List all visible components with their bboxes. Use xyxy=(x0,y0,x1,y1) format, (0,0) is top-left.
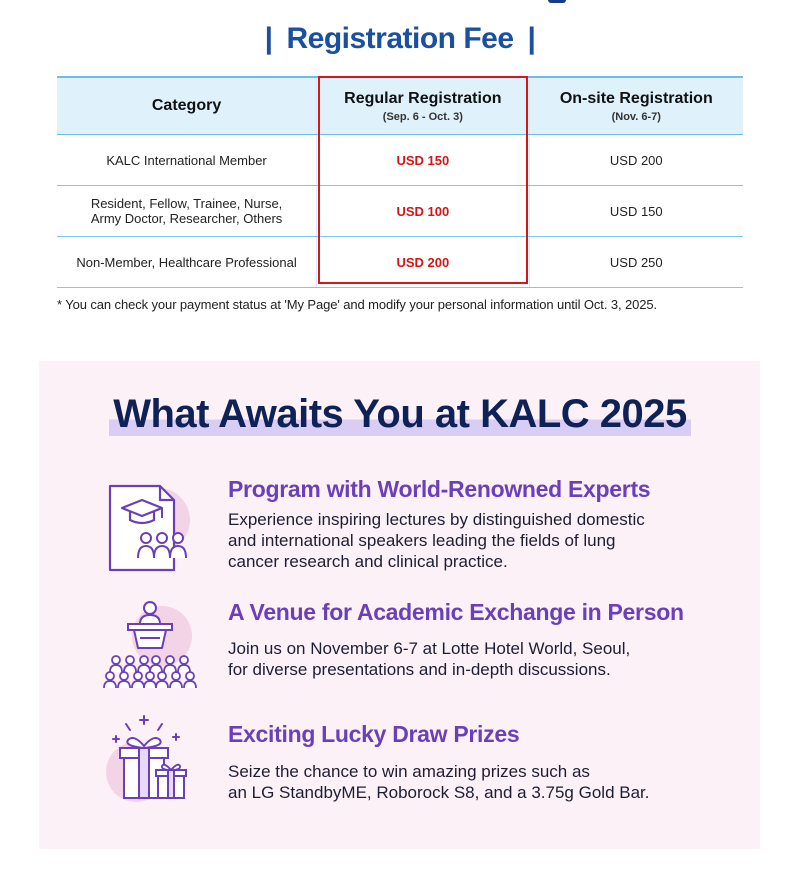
what-awaits-title: What Awaits You at KALC 2025 xyxy=(0,392,800,437)
registration-fee-title xyxy=(0,22,800,56)
feature-description: Experience inspiring lectures by distinguished domestic and international speakers leading the fields of lung cancer research and clinical practice. xyxy=(228,510,645,571)
gift-prize-icon xyxy=(100,710,200,810)
header-category: Category xyxy=(57,77,317,135)
table-row xyxy=(57,237,743,288)
feature-description: Seize the chance to win amazing prizes such as an LG StandbyME, Roborock S8, and a 3.75g Gold Bar. xyxy=(228,762,650,802)
lecture-program-icon xyxy=(100,478,200,578)
table-header-row xyxy=(57,77,743,135)
title-bar-left: | xyxy=(264,22,273,55)
registration-fee-title-text: Registration Fee xyxy=(286,22,514,55)
cell-category: Non-Member, Healthcare Professional xyxy=(57,237,317,288)
feature-title: Exciting Lucky Draw Prizes xyxy=(228,721,520,747)
cell-category: Resident, Fellow, Trainee, Nurse, Army Doctor, Researcher, Others xyxy=(57,186,317,237)
cell-regular-price: USD 100 xyxy=(317,186,529,237)
cell-onsite-price: USD 200 xyxy=(529,135,743,186)
cell-category: KALC International Member xyxy=(57,135,317,186)
feature-title: A Venue for Academic Exchange in Person xyxy=(228,599,684,625)
header-regular-registration: Regular Registration (Sep. 6 - Oct. 3) xyxy=(317,77,529,135)
feature-title: Program with World-Renowned Experts xyxy=(228,476,651,502)
table-row xyxy=(57,186,743,237)
cell-regular-price: USD 150 xyxy=(317,135,529,186)
decorative-sliver xyxy=(548,0,566,3)
header-onsite-registration: On-site Registration (Nov. 6-7) xyxy=(529,77,743,135)
cell-onsite-price: USD 150 xyxy=(529,186,743,237)
table-row xyxy=(57,135,743,186)
feature-description: Join us on November 6-7 at Lotte Hotel World, Seoul, for diverse presentations and in-depth discussions. xyxy=(228,639,631,679)
registration-fee-table xyxy=(57,76,743,288)
title-bar-right: | xyxy=(527,22,536,55)
cell-onsite-price: USD 250 xyxy=(529,237,743,288)
payment-status-note: * You can check your payment status at 'My Page' and modify your personal information until Oct. 3, 2025. xyxy=(57,297,658,312)
conference-audience-icon xyxy=(100,594,200,694)
cell-regular-price: USD 200 xyxy=(317,237,529,288)
